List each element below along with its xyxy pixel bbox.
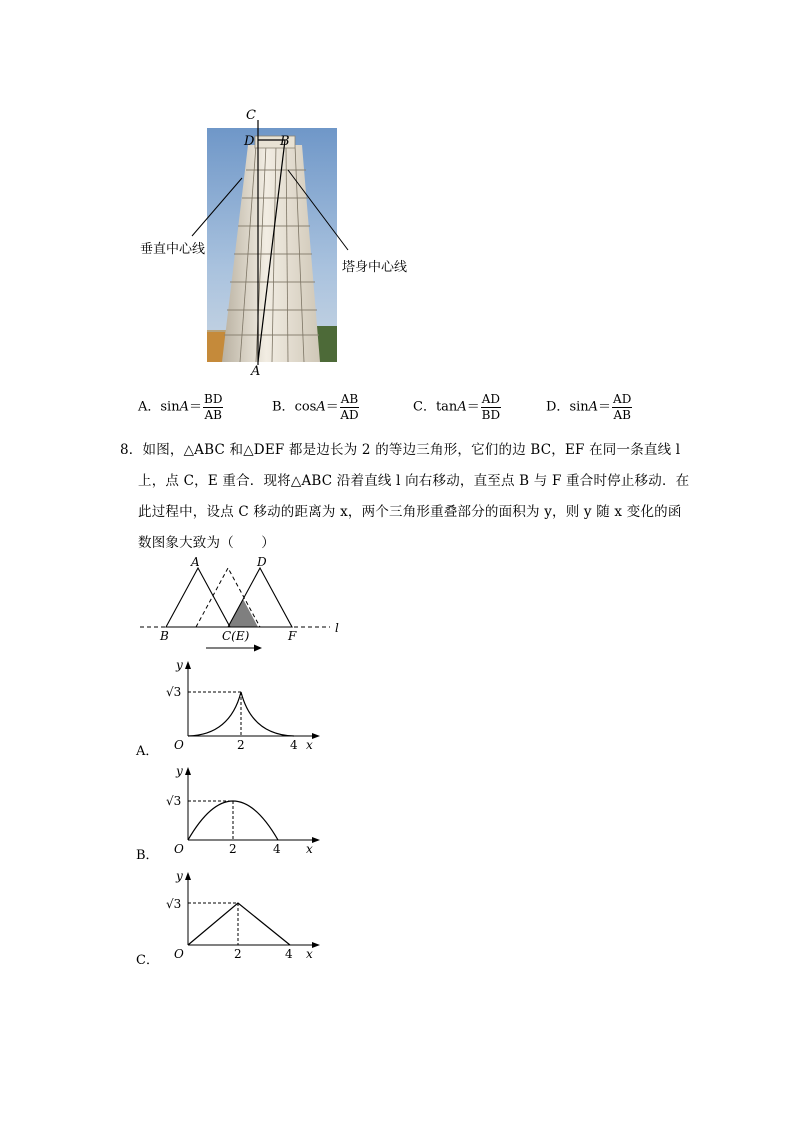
q7-option-b[interactable]: B．cosA＝ $\frac{AB}{AD}$: [272, 392, 359, 422]
label-A: A: [251, 364, 261, 379]
svg-text:C．: C．: [136, 953, 159, 968]
label-CE: C(E): [222, 629, 250, 643]
svg-text:4: 4: [290, 738, 298, 752]
svg-text:4: 4: [285, 947, 293, 961]
label-l: l: [335, 621, 339, 635]
fraction: $\frac{AB}{AD}$: [340, 392, 359, 422]
fraction: $\frac{AD}{AB}$: [613, 392, 632, 422]
fraction: $\frac{BD}{AB}$: [204, 392, 223, 422]
q8-line-1: 8．如图，△ABC 和△DEF 都是边长为 2 的等边三角形，它们的边 BC，EF 在同一条直线 l: [120, 442, 681, 458]
svg-text:y: y: [176, 869, 183, 883]
q8-line-4: 数图象大致为（ ）: [138, 535, 275, 551]
svg-text:x: x: [306, 738, 313, 752]
svg-text:y: y: [176, 658, 183, 672]
graph-option-b[interactable]: [130, 760, 330, 865]
graph-b: [130, 760, 330, 865]
svg-text:√3: √3: [166, 897, 182, 911]
label-D: D: [257, 555, 267, 569]
svg-text:O: O: [174, 738, 184, 752]
vertical-center-line-label: 垂直中心线: [140, 242, 206, 257]
graph-c: [130, 865, 330, 970]
svg-text:A．: A．: [136, 744, 159, 759]
label-F: F: [288, 629, 297, 643]
fraction: $\frac{AD}{BD}$: [481, 392, 501, 422]
q7-option-c[interactable]: C．tanA＝ $\frac{AD}{BD}$: [413, 392, 501, 422]
tower-diagram: [120, 100, 440, 390]
graph-a: [130, 655, 330, 760]
svg-text:2: 2: [234, 947, 242, 961]
svg-text:√3: √3: [166, 685, 182, 699]
q7-option-a[interactable]: A．sinA＝ $\frac{BD}{AB}$: [138, 392, 223, 422]
svg-text:2: 2: [237, 738, 245, 752]
label-A: A: [191, 555, 200, 569]
triangles-diagram: [130, 552, 360, 657]
svg-text:2: 2: [229, 842, 237, 856]
label-C: C: [246, 108, 256, 123]
label-B: B: [160, 629, 169, 643]
svg-text:O: O: [174, 842, 184, 856]
graph-option-a[interactable]: [130, 655, 330, 760]
svg-text:B．: B．: [136, 848, 159, 863]
svg-text:y: y: [176, 764, 183, 778]
svg-text:x: x: [306, 842, 313, 856]
q8-line-3: 此过程中，设点 C 移动的距离为 x，两个三角形重叠部分的面积为 y，则 y 随 x 变化的函: [138, 504, 682, 520]
svg-text:O: O: [174, 947, 184, 961]
svg-text:√3: √3: [166, 794, 182, 808]
q7-option-d[interactable]: D．sinA＝ $\frac{AD}{AB}$: [546, 392, 632, 422]
label-D: D: [244, 134, 255, 149]
svg-text:4: 4: [273, 842, 281, 856]
tower-figure: [120, 100, 440, 390]
label-B: B: [280, 134, 290, 149]
triangles-figure: [130, 552, 360, 657]
overlap-shade: [228, 599, 258, 627]
svg-text:x: x: [306, 947, 313, 961]
graph-option-c[interactable]: [130, 865, 330, 970]
curve: [188, 903, 290, 945]
q8-line-2: 上，点 C，E 重合．现将△ABC 沿着直线 l 向右移动，直至点 B 与 F 重合时停止移动．在: [138, 473, 690, 489]
tower-center-line-label: 塔身中心线: [342, 260, 408, 275]
triangle-abc: [166, 568, 230, 627]
